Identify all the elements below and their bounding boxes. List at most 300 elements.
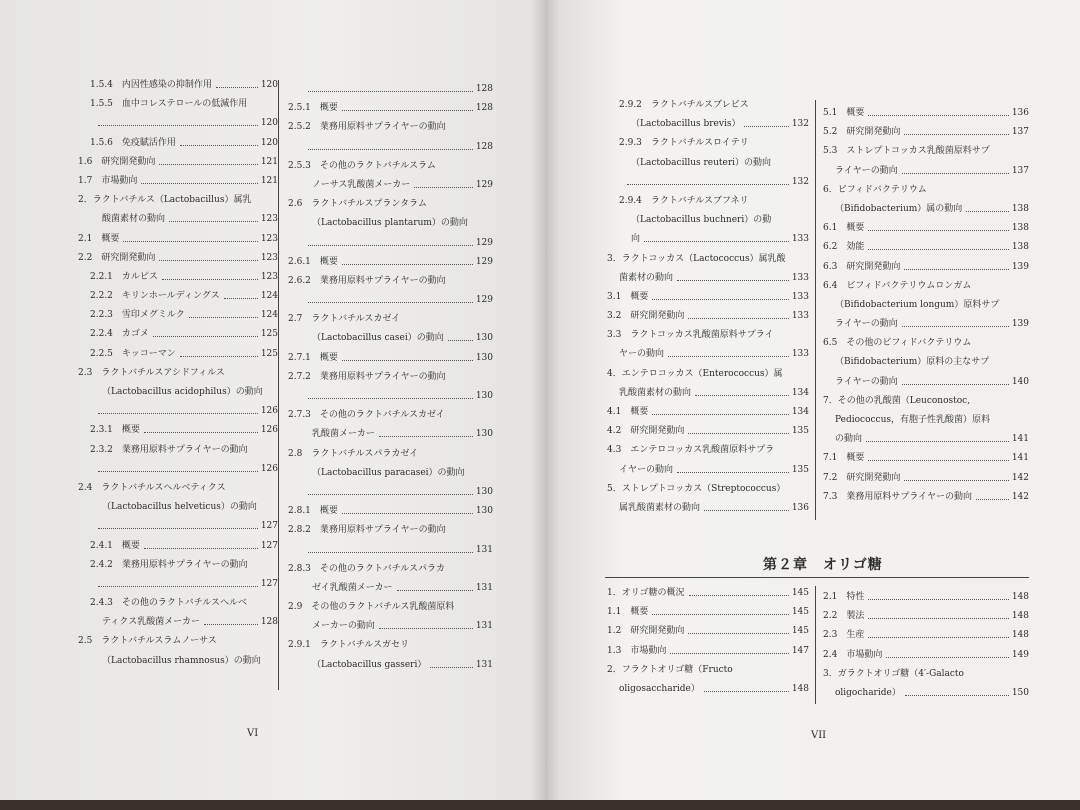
toc-leader-dots (98, 575, 258, 587)
toc-entry (78, 268, 278, 287)
toc-entry (607, 96, 809, 115)
toc-entry-title: 2.2.5 キッコーマン (90, 348, 176, 359)
toc-leader-dots (904, 123, 1009, 135)
toc-entry-title: 6．ビフィドバクテリウム (823, 184, 927, 195)
toc-entry (78, 383, 278, 402)
toc-entry-title: Pediococcus，有胞子性乳酸菌）原料 (835, 415, 990, 425)
toc-entry-title: （Bifidobacterium longum）原料サプ (835, 299, 1000, 310)
toc-entry (78, 479, 278, 498)
toc-column-left-1 (78, 76, 278, 671)
toc-entry-title: 乳酸菌メーカー (312, 429, 375, 440)
toc-entry (288, 118, 493, 137)
toc-entry-title: 3．ガラクトオリゴ糖（4′-Galacto (823, 668, 964, 679)
toc-entry-title: 7．その他の乳酸菌（Leuconostoc, (823, 395, 971, 406)
toc-entry-page: 133 (791, 349, 809, 360)
toc-entry (607, 288, 809, 307)
toc-entry-title: 1.3 市場動向 (607, 645, 667, 656)
toc-entry (288, 541, 493, 560)
toc-entry-page: 128 (475, 103, 493, 114)
toc-entry-title: （Bifidobacterium）属の動向 (835, 203, 963, 214)
toc-entry (607, 661, 809, 680)
toc-entry (288, 214, 493, 233)
toc-entry (607, 307, 809, 326)
toc-entry-title: 7.3 業務用原料サプライヤーの動向 (823, 491, 973, 502)
toc-entry (78, 594, 278, 613)
toc-entry-page: 134 (791, 387, 809, 398)
toc-leader-dots (162, 268, 258, 280)
toc-entry-title: 6.1 概要 (823, 223, 865, 234)
toc-leader-dots (866, 430, 1009, 442)
toc-entry-page: 121 (260, 175, 278, 186)
toc-entry (823, 430, 1029, 449)
toc-entry (607, 441, 809, 460)
toc-entry (288, 157, 493, 176)
toc-entry-title: 2.3.2 業務用原料サプライヤーの動向 (90, 444, 248, 455)
toc-leader-dots (652, 603, 789, 615)
toc-entry-title: の動向 (835, 434, 863, 445)
toc-entry-title: 1.5.4 内因性感染の抑制作用 (90, 80, 212, 90)
toc-entry-page: 123 (260, 214, 278, 225)
toc-entry (607, 384, 809, 403)
toc-entry (78, 613, 278, 632)
toc-entry-page: 129 (475, 295, 493, 306)
toc-entry-page: 133 (791, 272, 809, 283)
toc-entry-title: 2.8.1 概要 (288, 506, 338, 517)
toc-entry (823, 488, 1029, 507)
toc-entry-title: （Lactobacillus helveticus）の動向 (102, 502, 257, 513)
toc-entry (78, 421, 278, 440)
toc-entry-page: 136 (1011, 108, 1029, 118)
toc-entry-page: 123 (260, 252, 278, 263)
toc-entry-page: 130 (475, 506, 493, 517)
left-page (0, 0, 545, 800)
toc-leader-dots (169, 210, 258, 222)
toc-entry-page: 130 (475, 429, 493, 440)
toc-leader-dots (627, 173, 789, 185)
toc-entry-title: 4.2 研究開発動向 (607, 426, 685, 437)
toc-entry-title: 4.3 エンテロコッカス乳酸菌原料サプラ (607, 445, 775, 456)
toc-entry-page: 142 (1011, 472, 1029, 483)
book-gutter (530, 0, 560, 800)
toc-entry-page: 148 (1011, 611, 1029, 622)
toc-entry-title: 1.5.5 血中コレステロールの低減作用 (90, 99, 248, 110)
toc-leader-dots (668, 345, 789, 357)
toc-entry-title: 2.8 ラクトバチルスパラカゼイ (288, 448, 419, 459)
toc-leader-dots (224, 287, 258, 299)
toc-leader-dots (688, 622, 789, 634)
toc-entry (607, 480, 809, 499)
toc-entry (288, 291, 493, 310)
toc-entry-title: 2.6.2 業務用原料サプライヤーの動向 (288, 275, 446, 286)
toc-leader-dots (98, 517, 258, 529)
toc-leader-dots (216, 76, 258, 88)
toc-entry-title: 2.9.2 ラクトバチルスブレビス (619, 100, 749, 110)
toc-entry-title: （Lactobacillus brevis） (631, 119, 741, 130)
toc-entry (78, 517, 278, 536)
toc-entry-title: 属乳酸菌素材の動向 (619, 502, 701, 513)
toc-leader-dots (342, 502, 473, 514)
toc-entry (607, 642, 809, 661)
toc-entry-page: 129 (475, 237, 493, 248)
toc-entry (607, 230, 809, 249)
toc-entry (78, 230, 278, 249)
toc-leader-dots (308, 138, 473, 150)
toc-entry-title: ライヤーの動向 (835, 376, 898, 387)
toc-entry-page: 127 (260, 578, 278, 589)
toc-leader-dots (677, 461, 789, 473)
toc-entry-title: （Lactobacillus casei）の動向 (312, 333, 444, 344)
toc-column-right-1 (607, 96, 809, 518)
toc-entry-title: 2.2.3 雪印メグミルク (90, 310, 185, 321)
toc-leader-dots (902, 315, 1009, 327)
toc-entry (823, 238, 1029, 257)
toc-entry (607, 365, 809, 384)
toc-entry (78, 345, 278, 364)
toc-entry-page: 130 (475, 333, 493, 344)
toc-leader-dots (904, 258, 1009, 270)
toc-leader-dots (886, 646, 1009, 658)
toc-entry-title: 酸菌素材の動向 (102, 214, 166, 225)
toc-entry-title: 5.2 研究開発動向 (823, 127, 901, 138)
toc-entry-page: 131 (475, 582, 493, 593)
toc-entry (607, 603, 809, 622)
toc-entry-title: 7.2 研究開発動向 (823, 472, 901, 483)
toc-leader-dots (695, 384, 789, 396)
toc-entry (288, 310, 493, 329)
toc-entry (607, 211, 809, 230)
toc-entry-title: 2.4.1 概要 (90, 540, 140, 551)
toc-leader-dots (652, 288, 789, 300)
toc-leader-dots (414, 176, 473, 188)
toc-entry (823, 200, 1029, 219)
toc-entry (823, 258, 1029, 277)
toc-column-right-2 (823, 104, 1029, 507)
toc-leader-dots (144, 421, 258, 433)
toc-leader-dots (704, 680, 789, 692)
toc-leader-dots (308, 541, 473, 553)
toc-leader-dots (430, 656, 473, 668)
column-divider (815, 586, 816, 704)
toc-entry-page: 123 (260, 271, 278, 282)
toc-leader-dots (704, 499, 789, 511)
toc-entry-page: 138 (1011, 223, 1029, 234)
toc-entry (78, 537, 278, 556)
toc-entry (823, 684, 1029, 703)
toc-entry-title: 2.3 ラクトバチルスアシドフィルス (78, 367, 225, 378)
toc-leader-dots (342, 349, 473, 361)
toc-entry-page: 141 (1011, 434, 1029, 445)
toc-entry-page: 145 (791, 588, 809, 598)
chapter-title: 第２章 オリゴ糖 (763, 557, 883, 573)
toc-leader-dots (868, 588, 1009, 600)
toc-entry-title: 4．エンテロコッカス（Enterococcus）属 (607, 368, 783, 379)
toc-entry-title: ヤーの動向 (619, 349, 665, 360)
toc-entry-title: 5.1 概要 (823, 108, 865, 118)
toc-entry-page: 121 (260, 156, 278, 167)
toc-entry (288, 138, 493, 157)
toc-entry (823, 181, 1029, 200)
toc-entry-title: 2.7.1 概要 (288, 352, 338, 363)
toc-entry-page: 129 (475, 179, 493, 190)
toc-entry (288, 579, 493, 598)
toc-entry-page: 148 (1011, 592, 1029, 602)
toc-entry-title: 2.7.3 その他のラクトバチルスカゼイ (288, 410, 445, 421)
toc-entry-title: 1.2 研究開発動向 (607, 626, 685, 637)
toc-entry-title: 1.6 研究開発動向 (78, 156, 156, 167)
toc-entry-title: イヤーの動向 (619, 464, 674, 475)
toc-entry (823, 411, 1029, 430)
toc-entry-title: 2.6 ラクトバチルスプランタラム (288, 199, 427, 210)
toc-entry-title: 2.7 ラクトバチルスカゼイ (288, 314, 401, 325)
toc-leader-dots (976, 488, 1009, 500)
toc-entry-page: 124 (260, 310, 278, 321)
toc-leader-dots (966, 200, 1009, 212)
toc-entry (607, 326, 809, 345)
toc-entry-title: 6.2 効能 (823, 242, 865, 253)
toc-leader-dots (868, 626, 1009, 638)
toc-entry (823, 607, 1029, 626)
toc-entry-title: ライヤーの動向 (835, 165, 898, 176)
toc-leader-dots (904, 469, 1009, 481)
toc-entry-title: 1．オリゴ糖の概況 (607, 588, 685, 598)
toc-leader-dots (868, 449, 1009, 461)
toc-entry (78, 575, 278, 594)
toc-entry (607, 269, 809, 288)
toc-entry-title: 3.3 ラクトコッカス乳酸菌原料サプライ (607, 330, 774, 341)
toc-entry (607, 192, 809, 211)
toc-entry-title: 2.8.2 業務用原料サプライヤーの動向 (288, 525, 446, 536)
toc-entry-title: 向 (631, 234, 641, 245)
toc-entry-page: 124 (260, 291, 278, 302)
toc-entry-title: 2.1 概要 (78, 233, 120, 244)
toc-entry (607, 584, 809, 603)
toc-entry-title: （Lactobacillus paracasei）の動向 (312, 467, 465, 478)
toc-entry-title: 4.1 概要 (607, 407, 649, 417)
toc-entry (78, 172, 278, 191)
toc-leader-dots (308, 80, 473, 92)
toc-entry-page: 130 (475, 486, 493, 497)
toc-leader-dots (448, 329, 473, 341)
toc-column-right-3 (607, 584, 809, 699)
toc-entry-page: 131 (475, 621, 493, 632)
toc-entry-title: 5.3 ストレプトコッカス乳酸菌原料サプ (823, 146, 990, 157)
toc-entry-title: 2.9.4 ラクトバチルスブフネリ (619, 195, 749, 206)
toc-entry-title: 3．ラクトコッカス（Lactococcus）属乳酸 (607, 253, 786, 264)
toc-entry-page: 125 (260, 329, 278, 340)
toc-entry (288, 80, 493, 99)
toc-leader-dots (688, 307, 789, 319)
toc-entry (823, 449, 1029, 468)
toc-entry-page: 130 (475, 352, 493, 363)
toc-entry (288, 656, 493, 675)
toc-entry (607, 499, 809, 518)
toc-entry-page: 127 (260, 521, 278, 532)
toc-entry (288, 521, 493, 540)
toc-entry-title: （Lactobacillus plantarum）の動向 (312, 218, 468, 229)
toc-leader-dots (308, 483, 473, 495)
toc-entry-page: 145 (791, 607, 809, 618)
toc-entry (607, 403, 809, 422)
toc-entry (78, 306, 278, 325)
toc-leader-dots (180, 345, 258, 357)
toc-entry-page: 135 (791, 426, 809, 437)
toc-entry-title: 2.9.3 ラクトバチルスロイテリ (619, 138, 749, 149)
toc-leader-dots (342, 253, 473, 265)
toc-entry (607, 173, 809, 192)
toc-entry (823, 665, 1029, 684)
toc-entry (288, 502, 493, 521)
toc-entry-title: 2.5.1 概要 (288, 103, 338, 114)
toc-entry-title: 2.3.1 概要 (90, 425, 140, 436)
toc-entry-title: 2.8.3 その他のラクトバチルスパラカ (288, 563, 446, 574)
toc-leader-dots (159, 153, 258, 165)
toc-entry-title: 2.4.2 業務用原料サプライヤーの動向 (90, 559, 248, 570)
toc-entry-title: （Lactobacillus rhamnosus）の動向 (102, 655, 261, 666)
toc-entry (288, 617, 493, 636)
toc-entry-page: 142 (1011, 491, 1029, 502)
toc-entry (607, 622, 809, 641)
folio-left: VI (247, 728, 259, 739)
toc-entry-title: メーカーの動向 (312, 621, 375, 632)
toc-entry (823, 162, 1029, 181)
toc-entry-title: 2.5.2 業務用原料サプライヤーの動向 (288, 122, 446, 133)
toc-entry-title: 3.2 研究開発動向 (607, 311, 685, 322)
toc-entry-title: 2．フラクトオリゴ糖（Fructo (607, 664, 733, 675)
toc-entry-page: 128 (260, 617, 278, 628)
toc-leader-dots (868, 104, 1009, 116)
toc-entry (823, 353, 1029, 372)
toc-entry-title: 2.2.4 カゴメ (90, 329, 149, 340)
toc-entry-title: 2.5 ラクトバチルスラムノーサス (78, 636, 217, 647)
toc-entry (78, 134, 278, 153)
toc-entry (823, 104, 1029, 123)
toc-entry-title: 2.2.1 カルピス (90, 271, 158, 282)
toc-entry (78, 287, 278, 306)
toc-entry-page: 148 (1011, 630, 1029, 641)
toc-entry-title: （Lactobacillus gasseri） (312, 659, 427, 670)
toc-leader-dots (868, 238, 1009, 250)
toc-entry (288, 445, 493, 464)
toc-entry-page: 132 (791, 119, 809, 130)
toc-entry-page: 136 (791, 502, 809, 513)
toc-entry (78, 632, 278, 651)
toc-entry (607, 115, 809, 134)
toc-entry (78, 210, 278, 229)
toc-entry (288, 234, 493, 253)
toc-entry-title: 2.4 市場動向 (823, 649, 883, 660)
toc-entry-title: oligocharide） (835, 687, 901, 698)
toc-entry-title: 1.7 市場動向 (78, 175, 138, 186)
toc-entry-title: 6.3 研究開発動向 (823, 261, 901, 272)
toc-entry-title: （Lactobacillus reuteri）の動向 (631, 157, 772, 168)
toc-entry (607, 250, 809, 269)
folio-right: VII (811, 730, 827, 741)
toc-leader-dots (308, 234, 473, 246)
toc-entry-title: 2.9 その他のラクトバチルス乳酸菌原料 (288, 602, 455, 613)
toc-entry-page: 145 (791, 626, 809, 637)
toc-entry (823, 277, 1029, 296)
toc-leader-dots (153, 325, 258, 337)
toc-entry-title: 乳酸菌素材の動向 (619, 387, 692, 398)
toc-entry (78, 556, 278, 575)
toc-entry (823, 219, 1029, 238)
toc-entry (288, 329, 493, 348)
toc-leader-dots (180, 134, 258, 146)
toc-entry (288, 253, 493, 272)
toc-entry (78, 191, 278, 210)
toc-leader-dots (677, 269, 789, 281)
column-divider (815, 100, 816, 520)
toc-entry (288, 368, 493, 387)
toc-entry (823, 296, 1029, 315)
toc-entry-page: 137 (1011, 127, 1029, 138)
toc-entry-page: 123 (260, 233, 278, 244)
toc-entry (78, 153, 278, 172)
toc-entry (288, 272, 493, 291)
toc-entry (78, 114, 278, 133)
toc-leader-dots (744, 115, 789, 127)
toc-entry-page: 139 (1011, 261, 1029, 272)
toc-entry (288, 560, 493, 579)
toc-entry (78, 652, 278, 671)
toc-leader-dots (688, 422, 789, 434)
toc-entry-title: 2.9.1 ラクトバチルスガセリ (288, 640, 410, 651)
toc-entry-page: 139 (1011, 319, 1029, 330)
toc-entry (288, 176, 493, 195)
toc-entry (288, 598, 493, 617)
toc-entry (823, 123, 1029, 142)
toc-entry-title: 2.2.2 キリンホールディングス (90, 291, 220, 302)
toc-leader-dots (868, 607, 1009, 619)
toc-entry (78, 249, 278, 268)
toc-entry-page: 133 (791, 234, 809, 245)
toc-entry-title: 6.4 ビフィドバクテリウムロンガム (823, 280, 972, 291)
toc-entry (823, 334, 1029, 353)
toc-entry-page: 130 (475, 391, 493, 401)
toc-entry (288, 425, 493, 444)
toc-leader-dots (98, 460, 258, 472)
toc-entry-title: ゼイ乳酸菌メーカー (312, 582, 393, 593)
toc-leader-dots (123, 230, 258, 242)
toc-entry (78, 441, 278, 460)
toc-leader-dots (204, 613, 258, 625)
toc-entry-title: 2.2 研究開発動向 (78, 252, 156, 263)
toc-leader-dots (902, 373, 1009, 385)
toc-leader-dots (652, 403, 789, 415)
toc-entry (607, 154, 809, 173)
toc-leader-dots (644, 230, 789, 242)
toc-entry-title: 2.2 製法 (823, 611, 865, 622)
toc-leader-dots (379, 425, 473, 437)
toc-entry (78, 364, 278, 383)
toc-leader-dots (689, 584, 789, 596)
toc-entry-title: （Bifidobacterium）原料の主なサプ (835, 357, 990, 368)
toc-entry-page: 120 (260, 118, 278, 129)
toc-entry-title: 2.7.2 業務用原料サプライヤーの動向 (288, 371, 446, 382)
toc-leader-dots (905, 684, 1009, 696)
toc-entry (823, 626, 1029, 645)
toc-entry (823, 373, 1029, 392)
toc-entry (288, 195, 493, 214)
toc-leader-dots (98, 402, 258, 414)
toc-entry-page: 138 (1011, 203, 1029, 214)
toc-entry-title: oligosaccharide） (619, 683, 700, 694)
toc-entry-title: 7.1 概要 (823, 453, 865, 464)
toc-entry (288, 406, 493, 425)
toc-entry-title: （Lactobacillus acidophilus）の動向 (102, 387, 263, 397)
toc-entry-title: ノーサス乳酸菌メーカー (312, 179, 411, 190)
toc-entry-page: 138 (1011, 242, 1029, 253)
